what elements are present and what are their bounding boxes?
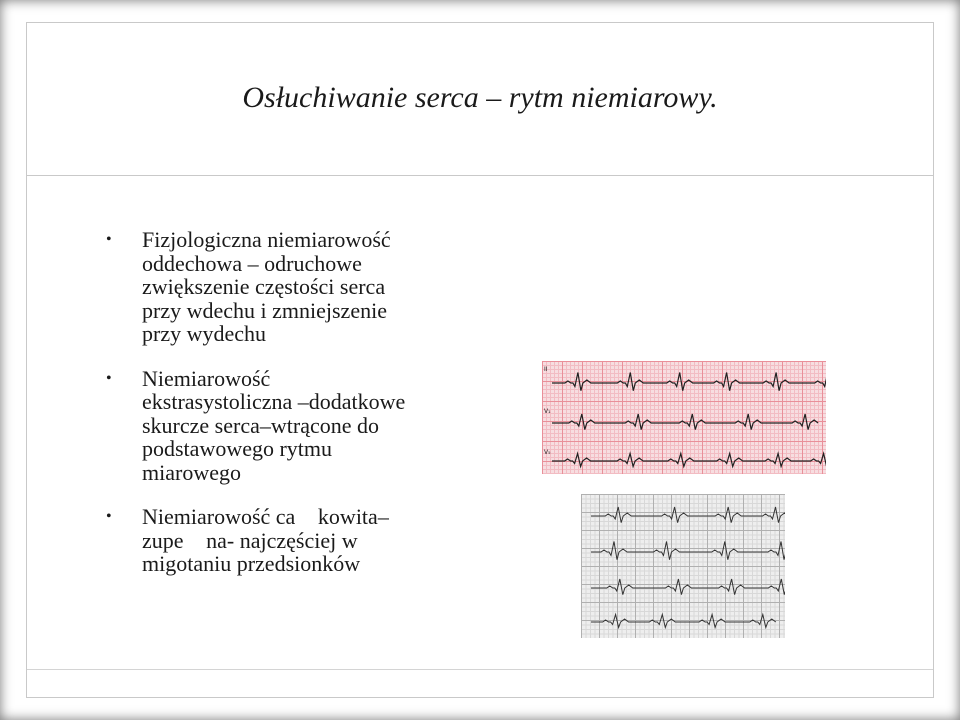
ecg-trace-bottom <box>581 494 785 638</box>
ecg-strip-atrial-fibrillation-image <box>581 494 785 638</box>
ecg-lead-label: V₁ <box>544 408 551 415</box>
bullet-line: Niemiarowość ca  kowita– <box>142 504 389 529</box>
ecg-trace-top <box>542 361 826 474</box>
bullet-dot-icon: • <box>106 231 112 248</box>
bullet-item-extrasystolic-arrhythmia <box>100 367 480 485</box>
bullet-line: Fizjologiczna niemiarowość <box>142 227 391 252</box>
bullet-line: miarowego <box>142 459 241 485</box>
slide-title: Osłuchiwanie serca – rytm niemiarowy. <box>242 81 718 114</box>
bullet-line: podstawowego rytmu <box>142 436 333 461</box>
title-band <box>27 23 933 176</box>
ecg-lead-label: II <box>544 366 548 373</box>
bullet-line: oddechowa – odruchowe <box>142 250 362 276</box>
bullet-item-complete-arrhythmia <box>100 505 480 576</box>
ecg-lead-label: V₅ <box>544 449 551 456</box>
bullet-line: skurcze serca–wtrącone do <box>142 412 379 438</box>
ecg-waveform <box>552 373 826 467</box>
ecg-strip-extrasystole-image <box>542 361 826 474</box>
footer-divider <box>27 669 933 670</box>
bullet-line: ekstrasystoliczna –dodatkowe <box>142 389 406 414</box>
bullet-line: przy wydechu <box>142 321 267 346</box>
bullet-dot-icon: • <box>106 508 112 525</box>
bullet-line: zupe  na- najczęściej w <box>142 527 358 553</box>
bullet-item-respiratory-arrhythmia <box>100 228 480 346</box>
bullet-dot-icon: • <box>106 369 112 387</box>
ecg-waveform <box>591 507 785 628</box>
bullet-line: zwiększenie częstości serca <box>142 274 386 299</box>
bullet-list <box>100 228 480 597</box>
bullet-line: migotaniu przedsionków <box>142 551 361 576</box>
bullet-line: Niemiarowość <box>142 365 271 391</box>
bullet-line: przy wdechu i zmniejszenie <box>142 297 387 323</box>
